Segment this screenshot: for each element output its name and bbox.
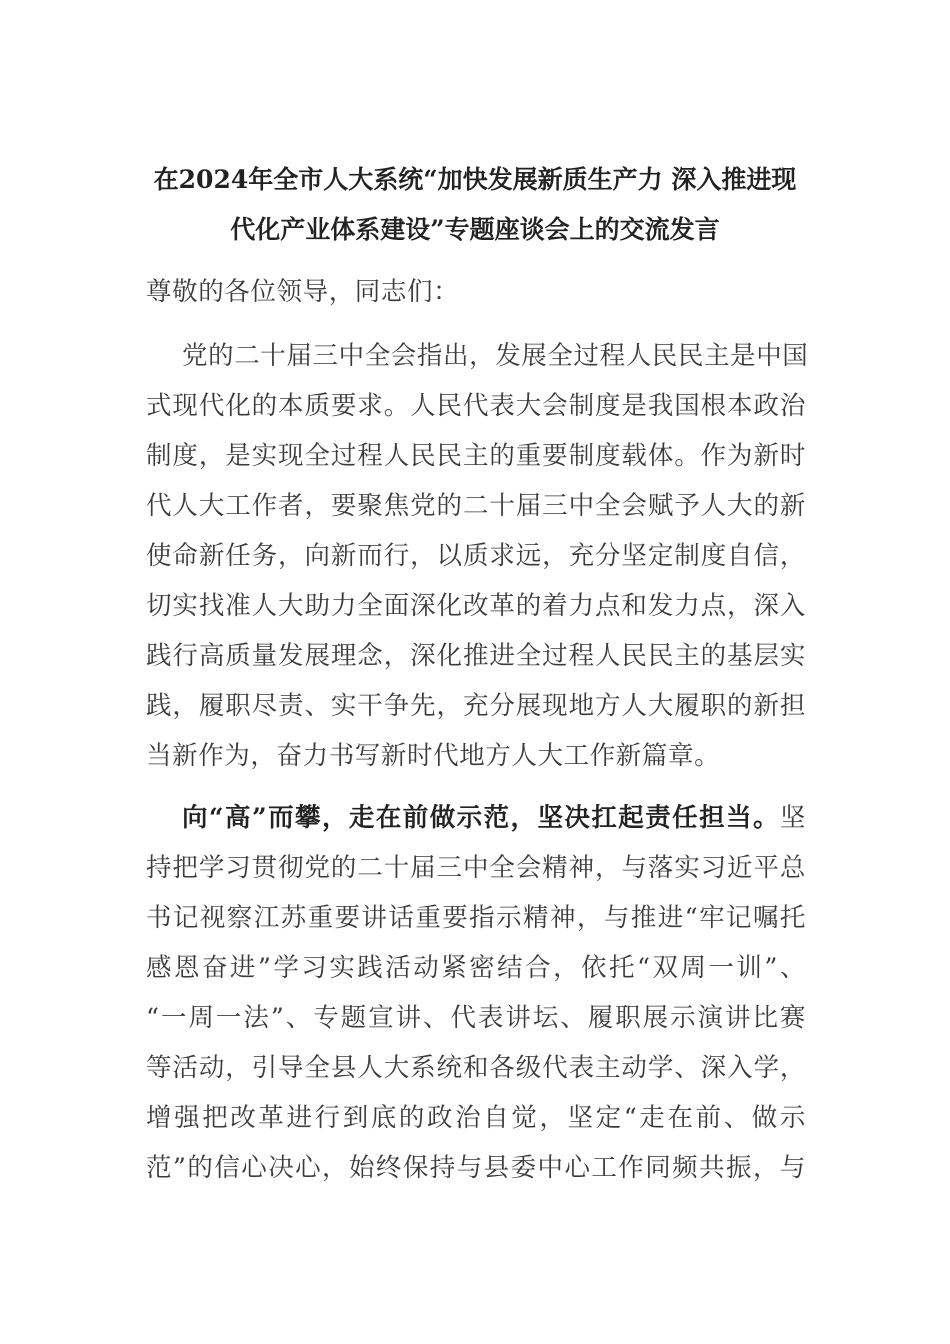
- paragraph-1-line: 践，履职尽责、实干争先，充分展现地方人大履职的新担: [146, 691, 806, 721]
- paragraph-1-line: 式现代化的本质要求。人民代表大会制度是我国根本政治: [146, 391, 806, 421]
- paragraph-2-line: 范”的信心决心，始终保持与县委中心工作同频共振，与: [146, 1153, 806, 1183]
- paragraph-2-line: “一周一法”、专题宣讲、代表讲坛、履职展示演讲比赛: [146, 1003, 806, 1033]
- paragraph-1-line: 践行高质量发展理念，深化推进全过程人民民主的基层实: [146, 641, 806, 671]
- paragraph-2-line: 书记视察江苏重要讲话重要指示精神，与推进“牢记嘱托: [146, 903, 806, 933]
- paragraph-2-first-line: [146, 798, 806, 834]
- paragraph-1-line: 切实找准人大助力全面深化改革的着力点和发力点，深入: [146, 591, 806, 621]
- document-title-line-1: 在2024年全市人大系统“加快发展新质生产力 深入推进现: [153, 165, 797, 194]
- paragraph-2-line: 等活动，引导全县人大系统和各级代表主动学、深入学，: [146, 1053, 806, 1083]
- paragraph-1-line: 代人大工作者，要聚焦党的二十届三中全会赋予人大的新: [146, 491, 806, 521]
- paragraph-2-line: 持把学习贯彻党的二十届三中全会精神，与落实习近平总: [146, 853, 806, 883]
- document-title-line-2: 代化产业体系建设”专题座谈会上的交流发言: [230, 215, 720, 244]
- paragraph-1-line: 制度，是实现全过程人民民主的重要制度载体。作为新时: [146, 441, 806, 471]
- paragraph-2-line: 增强把改革进行到底的政治自觉，坚定“走在前、做示: [146, 1103, 807, 1133]
- paragraph-2-heading: 向“高”而攀，走在前做示范，坚决扛起责任担当。: [182, 803, 780, 833]
- paragraph-1-line: 党的二十届三中全会指出，发展全过程人民民主是中国: [182, 341, 809, 371]
- paragraph-1-line: 当新作为，奋力书写新时代地方人大工作新篇章。: [146, 741, 721, 771]
- paragraph-2-line: 感恩奋进”学习实践活动紧密结合，依托“双周一训”、: [146, 953, 806, 983]
- salutation: 尊敬的各位领导，同志们：: [146, 277, 460, 307]
- paragraph-2-first-tail: 坚: [779, 803, 806, 833]
- paragraph-1-line: 使命新任务，向新而行，以质求远，充分坚定制度自信，: [146, 541, 806, 571]
